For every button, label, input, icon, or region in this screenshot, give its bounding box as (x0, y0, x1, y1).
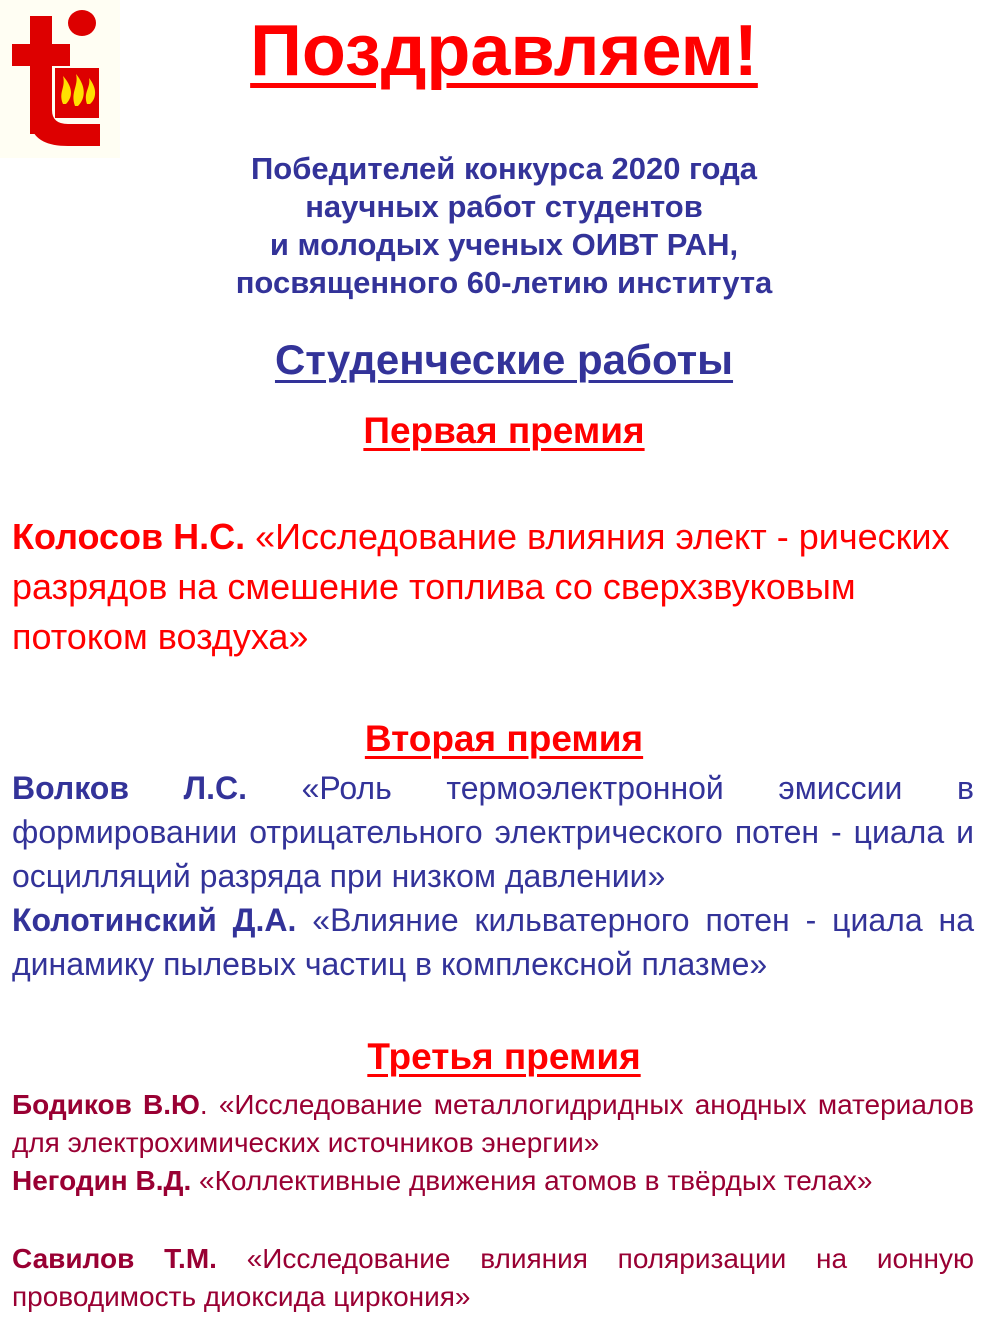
work-title: «Роль термоэлектронной эмиссии в формировании отрицательного электрического потен - циала и осцилляций разряда при низком давлении» (12, 770, 974, 894)
third-prize-entry (12, 1240, 974, 1316)
intro-line: Победителей конкурса 2020 года (250, 151, 757, 186)
winner-name: Колосов Н.С. (12, 516, 246, 557)
work-title: «Влияние кильватерного потен - циала на динамику пылевых частиц в комплексной плазме» (12, 902, 975, 982)
third-prize-entry (12, 1162, 974, 1200)
intro-text (0, 150, 1008, 302)
winner-name: Бодиков В.Ю (12, 1089, 200, 1120)
work-title: «Исследование влияния поляризации на ионную проводимость диоксида циркония» (12, 1243, 975, 1312)
third-prize-entry (12, 1086, 974, 1162)
second-prize-entry (12, 898, 974, 986)
second-prize-entry (12, 766, 974, 898)
winner-name: Волков Л.С. (12, 770, 247, 806)
work-title: «Коллективные движения атомов в твёрдых телах» (199, 1165, 873, 1196)
winner-name: Савилов Т.М. (12, 1243, 217, 1274)
first-prize-entry (12, 512, 982, 662)
intro-line: научных работ студентов (305, 189, 703, 224)
name-separator: . (199, 1089, 208, 1120)
first-prize-heading: Первая премия (363, 410, 645, 451)
work-title: «Исследование влияния элект - рических разрядов на смешение топлива со сверхзвуковым потоком воздуха» (12, 516, 950, 657)
section-title: Студенческие работы (274, 336, 734, 383)
work-title: «Исследование металлогидридных анодных материалов для электрохимических источников энергии» (12, 1089, 974, 1158)
winner-name: Негодин В.Д. (12, 1165, 192, 1196)
winner-name: Колотинский Д.А. (12, 902, 297, 938)
intro-line: и молодых ученых ОИВТ РАН, (269, 227, 739, 262)
page-title: Поздравляем! (250, 11, 758, 91)
intro-line: посвященного 60-летию института (235, 265, 773, 300)
second-prize-heading: Вторая премия (364, 718, 644, 759)
third-prize-heading: Третья премия (367, 1036, 641, 1077)
